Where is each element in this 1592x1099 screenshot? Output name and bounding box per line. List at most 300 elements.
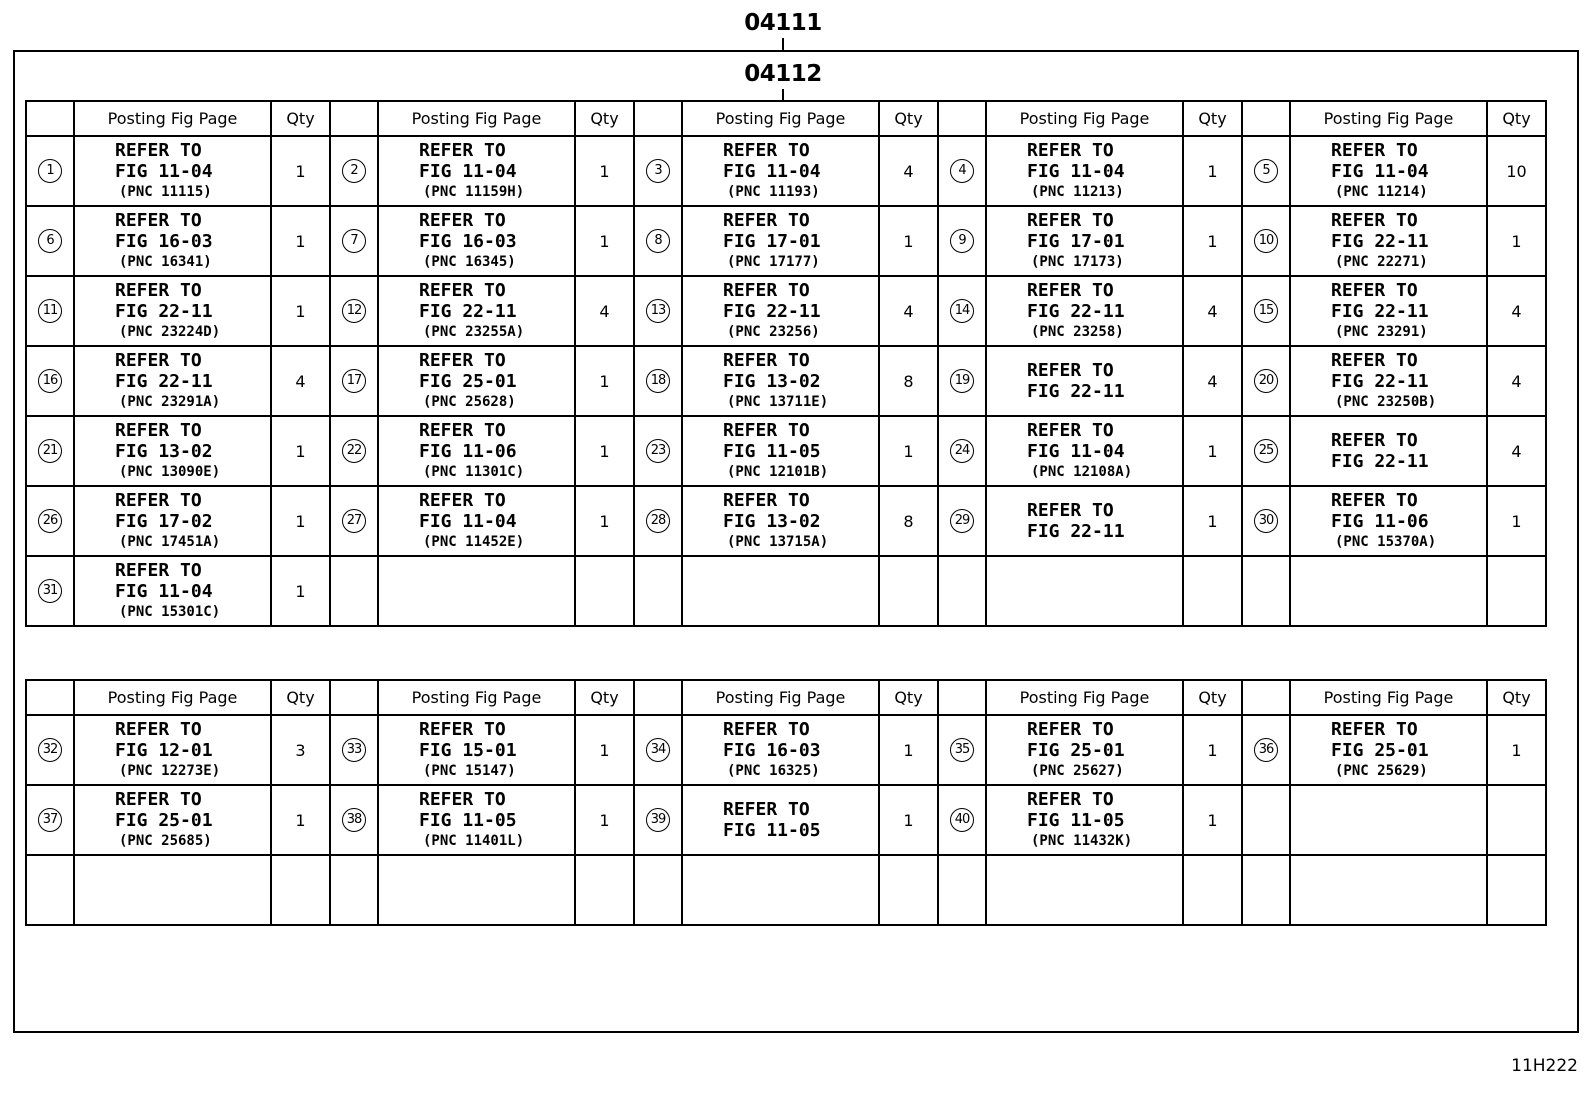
reference-cell [1290,346,1487,416]
qty-cell [1487,556,1546,626]
callout-cell [330,206,378,276]
reference-cell [74,486,271,556]
fig-ref-text: FIG 11-04 [419,160,517,182]
header-qty: Qty [271,680,330,715]
reference-cell [1290,785,1487,855]
header-posting: Posting Fig Page [986,101,1183,136]
header-num-cell [938,101,986,136]
refer-to-text: REFER TO [723,349,810,371]
refer-to-text: REFER TO [115,718,202,740]
reference-cell [74,556,271,626]
callout-cell [330,416,378,486]
qty-cell: 1 [575,136,634,206]
refer-to-text: REFER TO [1331,209,1418,231]
callout-cell [26,136,74,206]
pnc-text: (PNC 11401L) [423,832,525,849]
callout-cell [634,486,682,556]
refer-to-text: REFER TO [115,419,202,441]
fig-ref-text: FIG 11-04 [1027,160,1125,182]
qty-cell: 1 [1183,486,1242,556]
callout-cell [634,715,682,785]
refer-to-text: REFER TO [115,788,202,810]
qty-cell [575,556,634,626]
callout-cell [634,556,682,626]
callout-cell [26,206,74,276]
callout-cell [1242,855,1290,925]
pnc-text: (PNC 15147) [423,762,516,779]
reference-cell [682,486,879,556]
qty-cell: 10 [1487,136,1546,206]
fig-ref-text: FIG 22-11 [1027,521,1125,542]
callout-cell [1242,556,1290,626]
refer-to-text: REFER TO [419,349,506,371]
pnc-text: (PNC 17173) [1031,253,1124,270]
fig-ref-text: FIG 22-11 [723,300,821,322]
qty-cell: 1 [879,715,938,785]
callout-number: 37 [38,808,62,832]
fig-ref-text: FIG 11-06 [1331,510,1429,532]
callout-cell [1242,785,1290,855]
pnc-text: (PNC 12108A) [1031,463,1133,480]
reference-cell [1290,136,1487,206]
refer-to-text: REFER TO [419,718,506,740]
callout-number: 3 [646,159,670,183]
callout-number: 27 [342,509,366,533]
callout-cell [1242,715,1290,785]
reference-cell [986,346,1183,416]
fig-ref-text: FIG 25-01 [1331,739,1429,761]
qty-cell: 1 [879,206,938,276]
reference-cell [986,136,1183,206]
refer-to-text: REFER TO [1331,349,1418,371]
header-num-cell [330,101,378,136]
header-qty: Qty [1183,680,1242,715]
pnc-text: (PNC 25629) [1335,762,1428,779]
fig-ref-text: FIG 13-02 [115,440,213,462]
fig-ref-text: FIG 22-11 [1331,451,1429,472]
header-posting: Posting Fig Page [1290,101,1487,136]
callout-number: 23 [646,439,670,463]
refer-to-text: REFER TO [419,139,506,161]
reference-cell [986,556,1183,626]
fig-ref-text: FIG 11-04 [723,160,821,182]
refer-to-text: REFER TO [115,349,202,371]
header-qty: Qty [271,101,330,136]
callout-number: 13 [646,299,670,323]
pnc-text: (PNC 22271) [1335,253,1428,270]
callout-number: 22 [342,439,366,463]
parts-table-upper [25,100,1547,627]
fig-ref-text: FIG 13-02 [723,510,821,532]
callout-cell [330,785,378,855]
refer-to-text: REFER TO [1331,489,1418,511]
callout-cell [26,416,74,486]
fig-ref-text: FIG 15-01 [419,739,517,761]
header-posting: Posting Fig Page [74,101,271,136]
callout-number: 14 [950,299,974,323]
callout-cell [938,855,986,925]
callout-number: 10 [1254,229,1278,253]
refer-to-text: REFER TO [723,419,810,441]
callout-number: 31 [38,579,62,603]
qty-cell: 1 [1183,206,1242,276]
inner-part-code: 04112 [744,61,822,87]
header-qty: Qty [879,101,938,136]
callout-number: 7 [342,229,366,253]
callout-cell [1242,136,1290,206]
qty-cell: 8 [879,486,938,556]
callout-cell [634,785,682,855]
refer-to-text: REFER TO [723,489,810,511]
qty-cell: 4 [575,276,634,346]
reference-cell [682,715,879,785]
table-row [26,556,1546,626]
callout-cell [1242,206,1290,276]
callout-number: 29 [950,509,974,533]
fig-ref-text: FIG 22-11 [1331,370,1429,392]
reference-cell [682,556,879,626]
table-row [26,136,1546,206]
callout-number: 33 [342,738,366,762]
callout-cell [1242,486,1290,556]
header-qty: Qty [879,680,938,715]
fig-ref-text: FIG 22-11 [419,300,517,322]
reference-cell [74,206,271,276]
qty-cell: 1 [1487,206,1546,276]
reference-cell [682,276,879,346]
callout-number: 26 [38,509,62,533]
qty-cell [879,855,938,925]
qty-cell: 4 [1487,416,1546,486]
qty-cell: 8 [879,346,938,416]
pnc-text: (PNC 23256) [727,323,820,340]
header-posting: Posting Fig Page [682,680,879,715]
callout-cell [634,855,682,925]
pnc-text: (PNC 11159H) [423,183,525,200]
pnc-text: (PNC 23255A) [423,323,525,340]
fig-ref-text: FIG 25-01 [115,809,213,831]
header-posting: Posting Fig Page [74,680,271,715]
reference-cell [986,715,1183,785]
callout-number: 16 [38,369,62,393]
refer-to-text: REFER TO [1027,209,1114,231]
callout-number: 12 [342,299,366,323]
qty-cell: 1 [1183,416,1242,486]
reference-cell [378,785,575,855]
refer-to-text: REFER TO [1027,279,1114,301]
pnc-text: (PNC 23224D) [119,323,221,340]
qty-cell: 4 [1487,276,1546,346]
callout-number: 32 [38,738,62,762]
callout-number: 20 [1254,369,1278,393]
qty-cell: 1 [879,416,938,486]
callout-number: 25 [1254,439,1278,463]
reference-cell [986,785,1183,855]
reference-cell [378,136,575,206]
pnc-text: (PNC 16341) [119,253,212,270]
callout-number: 6 [38,229,62,253]
refer-to-text: REFER TO [723,209,810,231]
pnc-text: (PNC 11452E) [423,533,525,550]
callout-cell [938,556,986,626]
header-qty: Qty [1487,101,1546,136]
header-num-cell [634,101,682,136]
qty-cell: 1 [575,346,634,416]
header-posting: Posting Fig Page [986,680,1183,715]
pnc-text: (PNC 11432K) [1031,832,1133,849]
pnc-text: (PNC 15301C) [119,603,221,620]
callout-number: 28 [646,509,670,533]
refer-to-text: REFER TO [115,139,202,161]
callout-cell [938,136,986,206]
reference-cell [1290,855,1487,925]
callout-cell [1242,276,1290,346]
refer-to-text: REFER TO [1027,718,1114,740]
refer-to-text: REFER TO [723,139,810,161]
fig-ref-text: FIG 11-06 [419,440,517,462]
header-qty: Qty [1487,680,1546,715]
qty-cell: 1 [271,276,330,346]
reference-cell [378,855,575,925]
pnc-text: (PNC 23291) [1335,323,1428,340]
refer-to-text: REFER TO [1331,430,1418,451]
header-num-cell [330,680,378,715]
qty-cell: 1 [271,556,330,626]
header-qty: Qty [575,680,634,715]
callout-cell [26,785,74,855]
pnc-text: (PNC 11213) [1031,183,1124,200]
fig-ref-text: FIG 17-01 [1027,230,1125,252]
callout-number: 40 [950,808,974,832]
reference-cell [378,556,575,626]
fig-ref-text: FIG 22-11 [1027,381,1125,402]
callout-cell [330,556,378,626]
callout-number: 15 [1254,299,1278,323]
reference-cell [378,416,575,486]
header-posting: Posting Fig Page [682,101,879,136]
callout-cell [938,276,986,346]
fig-ref-text: FIG 17-02 [115,510,213,532]
reference-cell [378,206,575,276]
callout-number: 5 [1254,159,1278,183]
fig-ref-text: FIG 22-11 [115,370,213,392]
qty-cell: 1 [271,785,330,855]
header-num-cell [26,101,74,136]
refer-to-text: REFER TO [419,279,506,301]
callout-cell [938,785,986,855]
callout-cell [330,855,378,925]
fig-ref-text: FIG 22-11 [1331,230,1429,252]
reference-cell [378,486,575,556]
fig-ref-text: FIG 16-03 [723,739,821,761]
callout-cell [634,276,682,346]
refer-to-text: REFER TO [1027,500,1114,521]
reference-cell [682,855,879,925]
callout-number: 30 [1254,509,1278,533]
callout-number: 19 [950,369,974,393]
callout-cell [634,206,682,276]
fig-ref-text: FIG 11-04 [1331,160,1429,182]
refer-to-text: REFER TO [1027,360,1114,381]
callout-number: 39 [646,808,670,832]
pnc-text: (PNC 16325) [727,762,820,779]
fig-ref-text: FIG 22-11 [1027,300,1125,322]
qty-cell: 4 [1487,346,1546,416]
reference-cell [682,416,879,486]
refer-to-text: REFER TO [419,209,506,231]
qty-cell: 3 [271,715,330,785]
callout-number: 11 [38,299,62,323]
header-num-cell [1242,680,1290,715]
callout-cell [938,206,986,276]
pnc-text: (PNC 11193) [727,183,820,200]
callout-cell [1242,416,1290,486]
pnc-text: (PNC 25627) [1031,762,1124,779]
fig-ref-text: FIG 16-03 [419,230,517,252]
qty-cell: 4 [879,276,938,346]
qty-cell [1183,855,1242,925]
qty-cell: 1 [1487,715,1546,785]
pnc-text: (PNC 13090E) [119,463,221,480]
header-num-cell [938,680,986,715]
table-row [26,206,1546,276]
pnc-text: (PNC 11301C) [423,463,525,480]
qty-cell [271,855,330,925]
callout-cell [330,486,378,556]
qty-cell: 1 [575,206,634,276]
qty-cell: 4 [1183,276,1242,346]
callout-cell [330,346,378,416]
qty-cell: 1 [271,136,330,206]
callout-number: 8 [646,229,670,253]
refer-to-text: REFER TO [723,279,810,301]
reference-cell [986,276,1183,346]
callout-cell [634,416,682,486]
callout-cell [1242,346,1290,416]
pnc-text: (PNC 11214) [1335,183,1428,200]
table-row [26,785,1546,855]
pnc-text: (PNC 25685) [119,832,212,849]
fig-ref-text: FIG 11-04 [419,510,517,532]
header-num-cell [634,680,682,715]
header-num-cell [26,680,74,715]
qty-cell: 1 [575,715,634,785]
fig-ref-text: FIG 11-04 [115,580,213,602]
reference-cell [986,416,1183,486]
qty-cell: 1 [1487,486,1546,556]
refer-to-text: REFER TO [115,209,202,231]
callout-number: 17 [342,369,366,393]
header-row [26,101,1546,136]
callout-cell [26,855,74,925]
pnc-text: (PNC 11115) [119,183,212,200]
reference-cell [682,785,879,855]
fig-ref-text: FIG 11-05 [1027,809,1125,831]
callout-cell [26,715,74,785]
callout-cell [330,276,378,346]
reference-cell [1290,715,1487,785]
qty-cell: 1 [575,486,634,556]
header-posting: Posting Fig Page [1290,680,1487,715]
callout-cell [938,715,986,785]
pnc-text: (PNC 12273E) [119,762,221,779]
callout-cell [26,276,74,346]
fig-ref-text: FIG 16-03 [115,230,213,252]
qty-cell [1183,556,1242,626]
table-row [26,855,1546,925]
reference-cell [986,855,1183,925]
fig-ref-text: FIG 12-01 [115,739,213,761]
refer-to-text: REFER TO [1027,788,1114,810]
callout-number: 4 [950,159,974,183]
fig-ref-text: FIG 11-05 [419,809,517,831]
callout-number: 34 [646,738,670,762]
qty-cell: 1 [1183,715,1242,785]
callout-cell [938,486,986,556]
qty-cell [1487,855,1546,925]
reference-cell [1290,206,1487,276]
qty-cell: 1 [271,416,330,486]
pnc-text: (PNC 13715A) [727,533,829,550]
reference-cell [986,486,1183,556]
reference-cell [986,206,1183,276]
qty-cell: 1 [575,416,634,486]
reference-cell [74,276,271,346]
pnc-text: (PNC 16345) [423,253,516,270]
qty-cell: 4 [879,136,938,206]
callout-cell [26,556,74,626]
qty-cell: 1 [575,785,634,855]
refer-to-text: REFER TO [1331,718,1418,740]
qty-cell: 4 [271,346,330,416]
qty-cell: 1 [1183,785,1242,855]
reference-cell [74,855,271,925]
header-num-cell [1242,101,1290,136]
callout-number: 21 [38,439,62,463]
table-row [26,346,1546,416]
refer-to-text: REFER TO [115,279,202,301]
refer-to-text: REFER TO [1331,279,1418,301]
pnc-text: (PNC 23250B) [1335,393,1437,410]
reference-cell [74,416,271,486]
qty-cell [1487,785,1546,855]
fig-ref-text: FIG 11-05 [723,820,821,841]
pnc-text: (PNC 25628) [423,393,516,410]
fig-ref-text: FIG 22-11 [1331,300,1429,322]
reference-cell [74,346,271,416]
refer-to-text: REFER TO [419,788,506,810]
pnc-text: (PNC 23258) [1031,323,1124,340]
qty-cell [879,556,938,626]
reference-cell [1290,486,1487,556]
refer-to-text: REFER TO [115,559,202,581]
callout-cell [26,346,74,416]
header-posting: Posting Fig Page [378,101,575,136]
callout-cell [938,346,986,416]
refer-to-text: REFER TO [419,419,506,441]
table-row [26,486,1546,556]
fig-ref-text: FIG 11-04 [1027,440,1125,462]
fig-ref-text: FIG 11-05 [723,440,821,462]
table-row [26,416,1546,486]
outer-part-code: 04111 [744,10,822,36]
table-row [26,715,1546,785]
header-qty: Qty [1183,101,1242,136]
fig-ref-text: FIG 11-04 [115,160,213,182]
qty-cell [575,855,634,925]
callout-number: 38 [342,808,366,832]
header-qty: Qty [575,101,634,136]
